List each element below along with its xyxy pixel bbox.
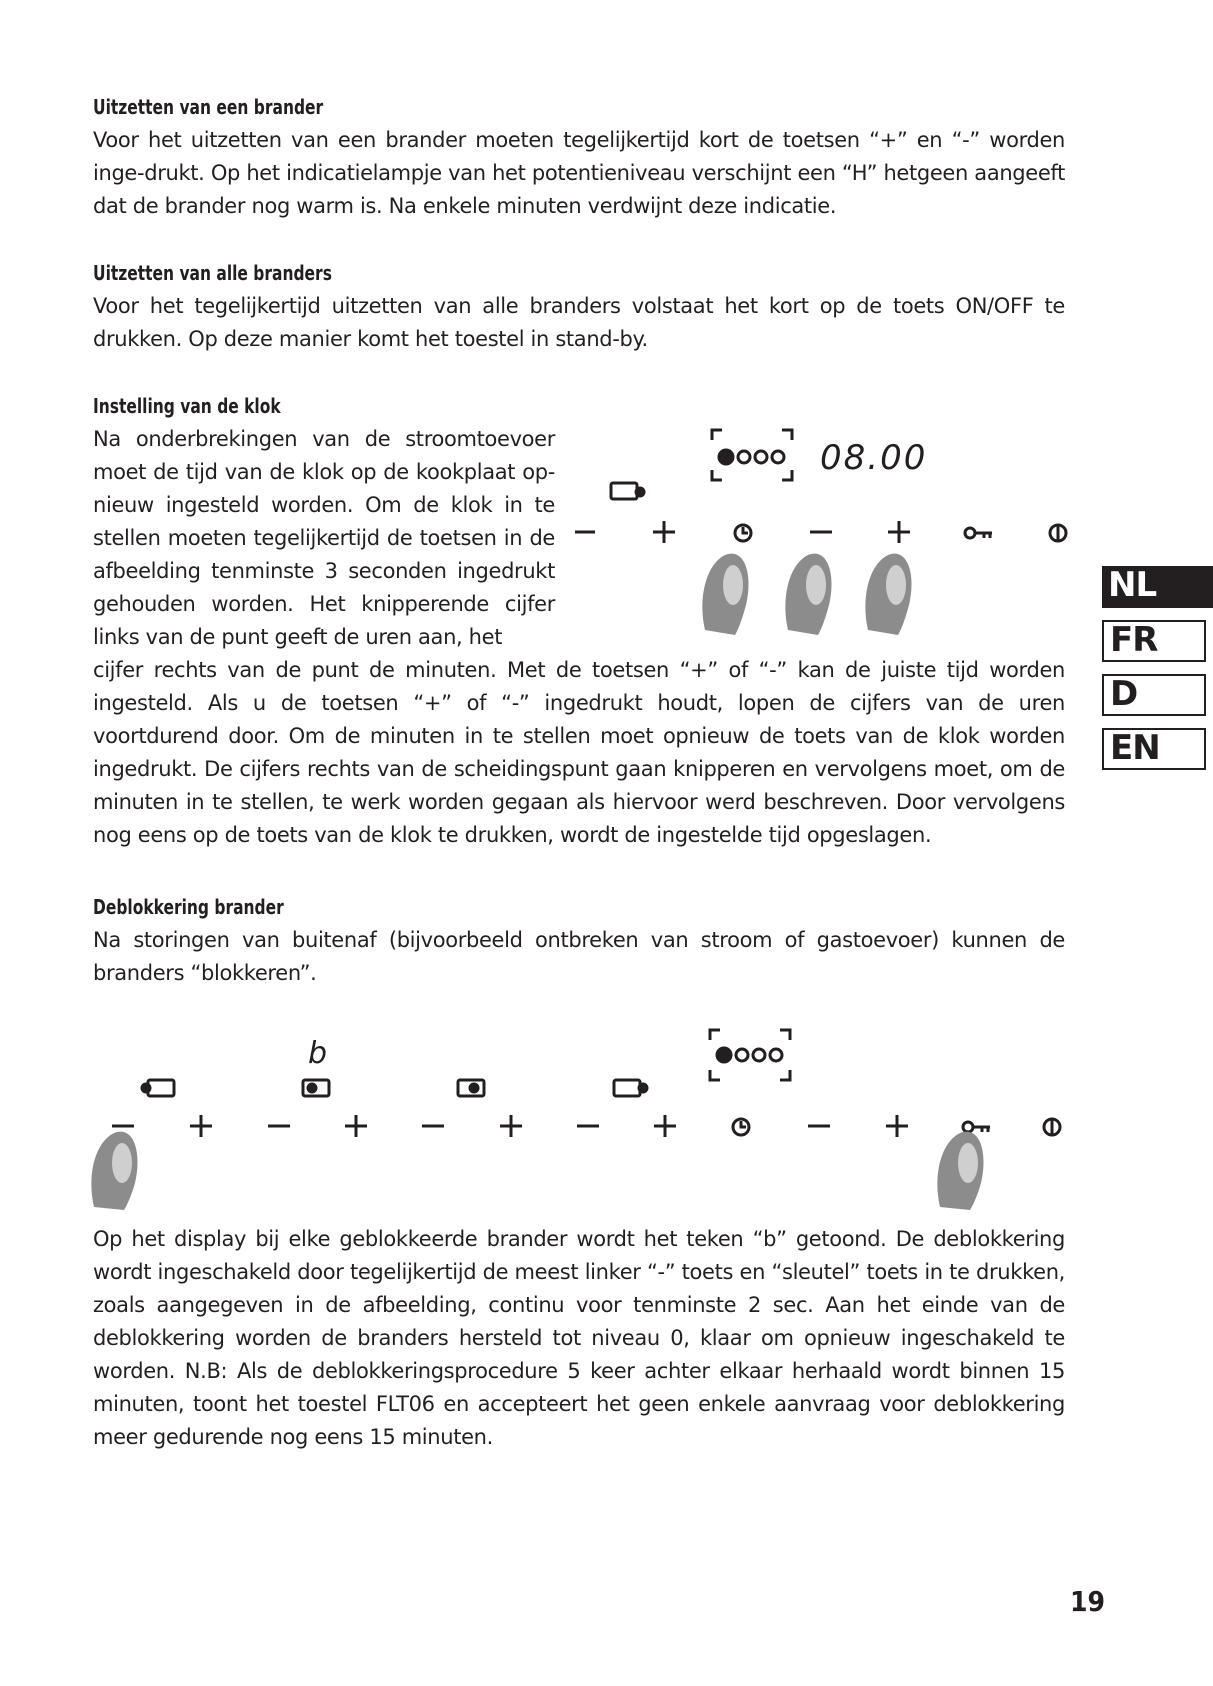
plus-key[interactable] <box>886 1115 908 1137</box>
burner-icon <box>611 483 644 499</box>
key-icon[interactable] <box>965 528 992 538</box>
burner-icon <box>614 1080 647 1096</box>
language-tab-nl[interactable]: NL <box>1102 566 1213 608</box>
power-icon[interactable] <box>1044 1119 1060 1135</box>
section-text: Voor het tegelijkertijd uitzetten van alle branders volstaat het kort op de toets ON/OFF te drukken. Op deze manier komt het toestel in stand-by. <box>93 294 1065 351</box>
plus-key[interactable] <box>345 1115 367 1137</box>
section-text: Na storingen van buitenaf (bijvoorbeeld ontbreken van stroom of gastoevoer) kunnen de branders “blokkeren”. <box>93 928 1065 985</box>
key-icon[interactable] <box>963 1122 990 1132</box>
language-tab-en[interactable]: EN <box>1102 728 1206 770</box>
language-tab-d[interactable]: D <box>1102 674 1206 716</box>
burner-icon <box>303 1080 329 1096</box>
plus-key[interactable] <box>654 1115 676 1137</box>
clock-display: 08.00 <box>820 438 928 478</box>
blocked-symbol: b <box>308 1036 328 1071</box>
burner-icon <box>458 1080 484 1096</box>
finger-press-illustration <box>91 1132 983 1210</box>
language-tab-fr[interactable]: FR <box>1102 620 1206 662</box>
section-text: Op het display bij elke geblokkeerde brander wordt het teken “b” getoond. De deblokkering wordt ingeschakeld door tegelijkertijd de meest linker “-” toets en “sleutel” toets in te drukken, zoals aangegeven in de afbeelding, continu voor tenminste 2 sec. Aan het einde van de deblokkering worden de branders hersteld tot niveau 0, klaar om opnieuw ingeschakeld te worden. N.B: Als de deblokkeringsprocedure 5 keer achter elkaar herhaald wordt binnen 15 minuten, toont het toestel FLT06 en accepteert het geen enkele aanvraag voor deblokkering meer gedurende nog eens 15 minuten. <box>93 1227 1065 1449</box>
section-heading: Instelling van de klok <box>93 394 281 418</box>
section-heading: Uitzetten van een brander <box>93 95 324 119</box>
plus-key[interactable] <box>653 521 675 543</box>
section-heading: Deblokkering brander <box>93 895 284 919</box>
section-uitzetten-brander <box>93 91 1065 223</box>
section-deblokkering <box>93 891 1065 990</box>
burner-indicator <box>710 1030 790 1080</box>
power-icon[interactable] <box>1050 525 1066 541</box>
section-text-full: cijfer rechts van de punt de minuten. Met de toetsen “+” of “-” kan de juiste tijd worden ingesteld. Als u de toetsen “+” of “-” ingedrukt houdt, lopen de cijfers van de uren voortdurend door. Om de minuten in te stellen moet opnieuw de toets van de klok worden ingedrukt. De cijfers rechts van de scheidingspunt gaan knipperen en vervolgens moet, om de minuten in te stellen, te werk worden gegaan als hiervoor werd beschreven. Door vervolgens nog eens op de toets van de klok te drukken, wordt de ingestelde tijd opgeslagen. <box>93 658 1065 847</box>
section-uitzetten-alle <box>93 257 1065 356</box>
burner-icon <box>142 1080 174 1096</box>
section-deblokkering-details <box>93 1223 1065 1454</box>
section-text: Voor het uitzetten van een brander moeten tegelijkertijd kort de toetsen “+” en “-” worden inge-drukt. Op het indicatielampje van het potentieniveau verschijnt een “H” hetgeen aangeeft dat de brander nog warm is. Na enkele minuten verdwijnt deze indicatie. <box>93 128 1065 218</box>
clock-icon[interactable] <box>733 1119 749 1135</box>
clock-panel-figure <box>570 425 1070 635</box>
section-heading: Uitzetten van alle branders <box>93 261 332 285</box>
finger-press-illustration <box>702 554 911 635</box>
burner-indicator <box>712 430 792 480</box>
language-tabs <box>1102 566 1213 782</box>
plus-key[interactable] <box>500 1115 522 1137</box>
unlock-panel-figure <box>90 1025 1070 1210</box>
plus-key[interactable] <box>190 1115 212 1137</box>
section-text-narrow: Na onderbrekingen van de stroomtoevoer moet de tijd van de klok op de kookplaat op-nieuw ingesteld worden. Om de klok in te stellen moeten tegelijkertijd de toetsen in de afbeelding tenminste 3 seconden ingedrukt gehouden worden. Het knipperende cijfer links van de punt geeft de uren aan, het <box>93 427 555 649</box>
plus-key[interactable] <box>888 521 910 543</box>
clock-icon[interactable] <box>735 525 751 541</box>
page-number: 19 <box>1070 1585 1106 1618</box>
